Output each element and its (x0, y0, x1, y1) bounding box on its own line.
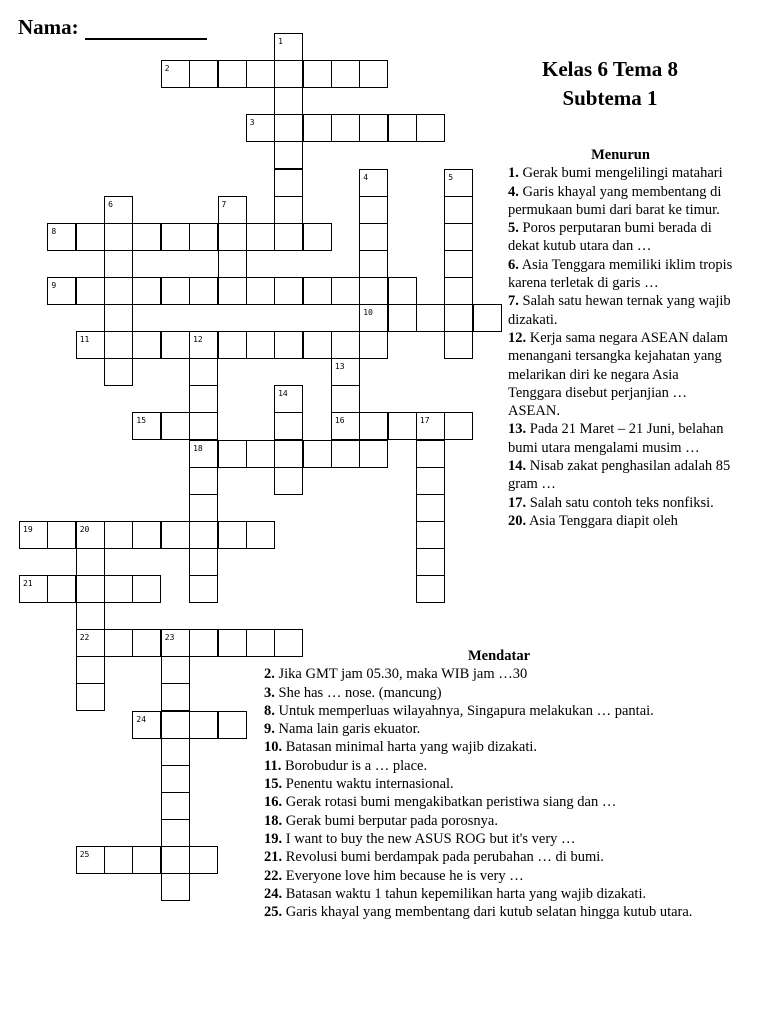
cell-number: 19 (23, 524, 33, 534)
crossword-cell[interactable] (359, 250, 388, 278)
clue-across-item: 15. Penentu waktu internasional. (264, 776, 454, 793)
cell-number: 6 (108, 199, 113, 209)
cell-number: 20 (79, 524, 90, 534)
crossword-cell[interactable] (76, 521, 105, 549)
crossword-cell[interactable] (132, 223, 161, 251)
crossword-cell[interactable] (331, 331, 360, 359)
crossword-cell[interactable] (218, 60, 247, 88)
crossword-cell[interactable] (104, 846, 133, 874)
crossword-cell[interactable] (444, 277, 473, 305)
crossword-cell[interactable] (132, 277, 161, 305)
crossword-cell[interactable] (161, 683, 190, 711)
cell-number: 14 (278, 389, 288, 399)
clue-down-item: 1. Gerak bumi mengelilingi matahari (508, 165, 723, 182)
clue-down-item: 13. Pada 21 Maret – 21 Juni, belahan bumi utara mengalami musim … (508, 421, 724, 456)
crossword-cell[interactable] (218, 331, 247, 359)
crossword-cell[interactable] (218, 223, 247, 251)
crossword-cell[interactable] (132, 575, 161, 603)
cell-number: 18 (193, 443, 203, 453)
cell-number: 8 (51, 226, 57, 236)
cell-number: 25 (79, 850, 90, 859)
name-label: Nama: (18, 15, 79, 39)
crossword-cell[interactable] (189, 358, 218, 386)
crossword-cell[interactable] (444, 223, 473, 251)
clue-down-item: 14. Nisab zakat penghasilan adalah 85 gram … (508, 458, 731, 493)
clue-down-item: 20. Asia Tenggara diapit oleh (508, 512, 678, 529)
crossword-cell[interactable] (246, 440, 275, 468)
crossword-cell[interactable] (274, 87, 303, 115)
crossword-cell[interactable] (189, 494, 218, 522)
crossword-cell[interactable] (388, 304, 417, 332)
cell-number: 3 (249, 118, 255, 128)
crossword-cell[interactable] (161, 331, 190, 359)
crossword-cell[interactable] (161, 629, 190, 657)
crossword-cell[interactable] (274, 385, 303, 413)
crossword-cell[interactable] (444, 196, 473, 224)
clue-across-item: 18. Gerak bumi berputar pada porosnya. (264, 812, 498, 829)
cell-number: 22 (79, 633, 90, 643)
crossword-cell[interactable] (132, 331, 161, 359)
crossword-cell[interactable] (189, 548, 218, 576)
clue-across-item: 24. Batasan waktu 1 tahun kepemilikan harta yang wajib dizakati. (264, 885, 647, 902)
crossword-cell[interactable] (274, 331, 303, 359)
clue-across-item: 16. Gerak rotasi bumi mengakibatkan peristiwa siang dan … (264, 794, 617, 811)
crossword-cell[interactable] (359, 169, 388, 197)
crossword-cell[interactable] (76, 602, 105, 630)
crossword-cell[interactable] (444, 169, 473, 197)
cell-number: 1 (278, 37, 283, 46)
crossword-cell[interactable] (104, 250, 133, 278)
crossword-cell[interactable] (246, 114, 275, 142)
crossword-cell[interactable] (104, 521, 133, 549)
crossword-cell[interactable] (76, 683, 105, 711)
crossword-cell[interactable] (359, 277, 388, 305)
crossword-cell[interactable] (274, 223, 303, 251)
crossword-cell[interactable] (246, 60, 275, 88)
crossword-cell[interactable] (359, 60, 388, 88)
crossword-cell[interactable] (274, 440, 303, 468)
crossword-cell[interactable] (161, 656, 190, 684)
crossword-cell[interactable] (246, 521, 275, 549)
clue-down-item: 6. Asia Tenggara memiliki iklim tropis karena terletak di garis … (508, 256, 733, 292)
cell-number: 23 (164, 633, 175, 643)
crossword-cell[interactable] (76, 846, 105, 874)
cell-number: 7 (221, 199, 227, 209)
cell-number: 2 (164, 64, 170, 74)
crossword-cell[interactable] (388, 412, 417, 440)
cell-number: 17 (419, 416, 430, 426)
crossword-cell[interactable] (444, 412, 473, 440)
crossword-cell[interactable] (473, 304, 502, 332)
clue-across-item: 11. Borobudur is a … place. (264, 757, 428, 774)
clue-across-item: 9. Nama lain garis ekuator. (264, 721, 421, 738)
crossword-cell[interactable] (189, 385, 218, 413)
crossword-cell[interactable] (47, 521, 76, 549)
crossword-cell[interactable] (274, 467, 303, 495)
crossword-cell[interactable] (19, 575, 48, 603)
crossword-cell[interactable] (388, 277, 417, 305)
crossword-cell[interactable] (416, 521, 445, 549)
crossword-cell[interactable] (161, 521, 190, 549)
crossword-cell[interactable] (132, 521, 161, 549)
crossword-cell[interactable] (416, 114, 445, 142)
crossword-cell[interactable] (331, 60, 360, 88)
crossword-cell[interactable] (189, 467, 218, 495)
crossword-cell[interactable] (104, 223, 133, 251)
cell-number: 13 (334, 362, 345, 372)
crossword-cell[interactable] (76, 629, 105, 657)
crossword-cell[interactable] (189, 521, 218, 549)
crossword-cell[interactable] (104, 304, 133, 332)
crossword-cell[interactable] (161, 738, 190, 766)
crossword-cell[interactable] (161, 873, 190, 901)
cell-number: 5 (448, 172, 454, 182)
crossword-cell[interactable] (76, 656, 105, 684)
crossword-cell[interactable] (246, 331, 275, 359)
crossword-cell[interactable] (161, 765, 190, 793)
crossword-cell[interactable] (189, 440, 218, 468)
crossword-cell[interactable] (218, 250, 247, 278)
crossword-cell[interactable] (104, 331, 133, 359)
crossword-cell[interactable] (189, 412, 218, 440)
crossword-cell[interactable] (331, 358, 360, 386)
cell-number: 15 (136, 416, 147, 426)
crossword-cell[interactable] (161, 60, 190, 88)
crossword-cell[interactable] (416, 412, 445, 440)
crossword-cell[interactable] (76, 277, 105, 305)
crossword-cell[interactable] (76, 331, 105, 359)
crossword-cell[interactable] (274, 60, 303, 88)
title-line-1: Kelas 6 Tema 8 (542, 57, 678, 81)
crossword-cell[interactable] (274, 33, 303, 61)
crossword-cell[interactable] (132, 412, 161, 440)
crossword-cell[interactable] (274, 277, 303, 305)
crossword-cell[interactable] (303, 440, 332, 468)
crossword-cell[interactable] (161, 792, 190, 820)
crossword-cell[interactable] (189, 60, 218, 88)
crossword-cell[interactable] (132, 629, 161, 657)
crossword-cell[interactable] (246, 277, 275, 305)
crossword-cell[interactable] (47, 277, 76, 305)
crossword-cell[interactable] (189, 331, 218, 359)
cell-number: 12 (193, 335, 203, 345)
crossword-cell[interactable] (359, 304, 388, 332)
crossword-cell[interactable] (218, 277, 247, 305)
crossword-cell[interactable] (76, 223, 105, 251)
crossword-cell[interactable] (416, 467, 445, 495)
crossword-cell[interactable] (359, 114, 388, 142)
crossword-cell[interactable] (331, 385, 360, 413)
crossword-cell[interactable] (416, 304, 445, 332)
clue-down-item: 17. Salah satu contoh teks nonfiksi. (508, 494, 714, 511)
clues-down-heading: Menurun (591, 147, 650, 163)
crossword-cell[interactable] (161, 846, 190, 874)
clue-across-item: 19. I want to buy the new ASUS ROG but it's very … (264, 830, 576, 847)
crossword-cell[interactable] (189, 846, 218, 874)
clue-across-item: 21. Revolusi bumi berdampak pada perubahan … di bumi. (264, 849, 604, 866)
clue-across-item: 8. Untuk memperluas wilayahnya, Singapura melakukan … pantai. (264, 702, 654, 719)
crossword-cell[interactable] (388, 114, 417, 142)
clue-down-item: 5. Poros perputaran bumi berada di dekat kutub utara dan … (508, 220, 712, 255)
clue-across-item: 10. Batasan minimal harta yang wajib dizakati. (264, 739, 538, 756)
crossword-cell[interactable] (104, 629, 133, 657)
crossword-cell[interactable] (444, 331, 473, 359)
cell-number: 10 (363, 308, 373, 317)
cell-number: 24 (136, 714, 147, 724)
clue-down-item: 7. Salah satu hewan ternak yang wajib dizakati. (508, 293, 731, 328)
clues-across-heading: Mendatar (467, 648, 530, 664)
crossword-cell[interactable] (218, 196, 247, 224)
crossword-cell[interactable] (331, 277, 360, 305)
crossword-cell[interactable] (359, 331, 388, 359)
crossword-cell[interactable] (47, 575, 76, 603)
cell-number: 21 (23, 579, 33, 588)
crossword-cell[interactable] (104, 358, 133, 386)
cell-number: 4 (363, 172, 369, 182)
crossword-cell[interactable] (274, 114, 303, 142)
crossword-cell[interactable] (303, 277, 332, 305)
crossword-cell[interactable] (274, 412, 303, 440)
crossword-cell[interactable] (331, 440, 360, 468)
crossword-cell[interactable] (104, 196, 133, 224)
clues-across (264, 647, 734, 921)
crossword-cell[interactable] (132, 846, 161, 874)
crossword-cell[interactable] (76, 575, 105, 603)
crossword-cell[interactable] (416, 548, 445, 576)
clue-across-item: 2. Jika GMT jam 05.30, maka WIB jam …30 (264, 666, 528, 683)
title-line-2: Subtema 1 (562, 86, 658, 110)
crossword-cell[interactable] (274, 196, 303, 224)
crossword-cell[interactable] (47, 223, 76, 251)
crossword-cell[interactable] (359, 196, 388, 224)
crossword-cell[interactable] (331, 114, 360, 142)
clue-across-item: 22. Everyone love him because he is very … (264, 867, 524, 884)
crossword-cell[interactable] (246, 223, 275, 251)
crossword-cell[interactable] (359, 223, 388, 251)
crossword-cell[interactable] (444, 250, 473, 278)
crossword-cell[interactable] (19, 521, 48, 549)
crossword-cell[interactable] (303, 114, 332, 142)
crossword-cell[interactable] (189, 277, 218, 305)
crossword-cell[interactable] (274, 169, 303, 197)
crossword-cell[interactable] (189, 575, 218, 603)
crossword-cell[interactable] (218, 440, 247, 468)
crossword-cell[interactable] (274, 141, 303, 169)
crossword-cell[interactable] (303, 331, 332, 359)
crossword-cell[interactable] (132, 711, 161, 739)
crossword-cell[interactable] (218, 711, 247, 739)
crossword-cell[interactable] (161, 223, 190, 251)
cell-number: 9 (51, 280, 57, 290)
crossword-cell[interactable] (218, 629, 247, 657)
crossword-cell[interactable] (303, 60, 332, 88)
clue-down-item: 12. Kerja sama negara ASEAN dalam menangani tersangka kejahatan yang melarikan diri ke negara Asia Tenggara disebut perjanjian … ASEAN. (508, 329, 728, 420)
clue-down-item: 4. Garis khayal yang membentang di permukaan bumi dari barat ke timur. (508, 183, 722, 218)
crossword-cell[interactable] (359, 412, 388, 440)
crossword-cell[interactable] (189, 711, 218, 739)
clue-across-item: 25. Garis khayal yang membentang dari kutub selatan hingga kutub utara. (264, 904, 693, 921)
crossword-cell[interactable] (218, 521, 247, 549)
crossword-cell[interactable] (104, 277, 133, 305)
crossword-cell[interactable] (303, 223, 332, 251)
crossword-cell[interactable] (161, 819, 190, 847)
crossword-cell[interactable] (416, 494, 445, 522)
crossword-cell[interactable] (416, 575, 445, 603)
crossword-cell[interactable] (161, 412, 190, 440)
crossword-cell[interactable] (359, 440, 388, 468)
crossword-cell[interactable] (444, 304, 473, 332)
crossword-cell[interactable] (331, 412, 360, 440)
clues-down (508, 146, 733, 597)
cell-number: 11 (79, 335, 90, 345)
cell-number: 16 (334, 416, 345, 426)
crossword-cell[interactable] (104, 575, 133, 603)
crossword-cell[interactable] (416, 440, 445, 468)
crossword-cell[interactable] (189, 223, 218, 251)
crossword-cell[interactable] (189, 629, 218, 657)
clue-across-item: 3. She has … nose. (mancung) (264, 684, 442, 701)
crossword-cell[interactable] (161, 277, 190, 305)
crossword-cell[interactable] (76, 548, 105, 576)
crossword-cell[interactable] (161, 711, 190, 739)
